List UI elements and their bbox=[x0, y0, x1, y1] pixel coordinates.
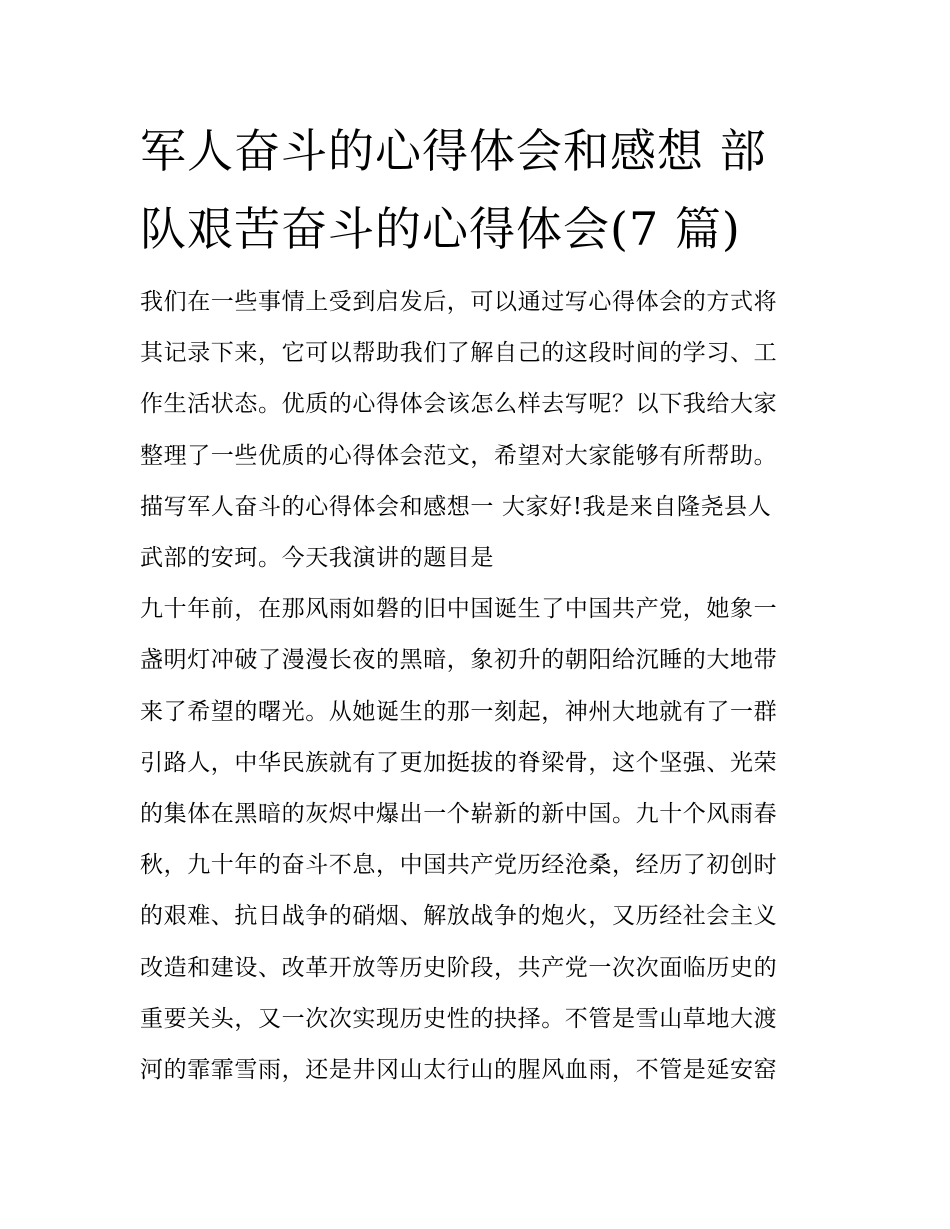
body-line-10: 引路人，中华民族就有了更加挺拔的脊梁骨，这个坚强、光荣 bbox=[140, 749, 778, 776]
document-title bbox=[140, 112, 820, 268]
body-line-12: 秋，九十年的奋斗不息，中国共产党历经沧桑，经历了初创时 bbox=[140, 852, 778, 879]
body-line-6: 武部的安珂。今天我演讲的题目是 bbox=[140, 545, 494, 572]
body-line-15: 重要关头，又一次次实现历史性的抉择。不管是雪山草地大渡 bbox=[140, 1005, 778, 1032]
title-line-2: 队艰苦奋斗的心得体会(7 篇) bbox=[140, 202, 741, 256]
document-body bbox=[140, 277, 820, 1096]
body-line-8: 盏明灯冲破了漫漫长夜的黑暗，象初升的朝阳给沉睡的大地带 bbox=[140, 647, 778, 674]
body-line-14: 改造和建设、改革开放等历史阶段，共产党一次次面临历史的 bbox=[140, 954, 778, 981]
body-line-9: 来了希望的曙光。从她诞生的那一刻起，神州大地就有了一群 bbox=[140, 698, 778, 725]
body-line-16: 河的霏霏雪雨，还是井冈山太行山的腥风血雨，不管是延安窑 bbox=[140, 1057, 778, 1084]
title-line-1: 军人奋斗的心得体会和感想 部 bbox=[140, 124, 767, 178]
body-line-11: 的集体在黑暗的灰烬中爆出一个崭新的新中国。九十个风雨春 bbox=[140, 801, 778, 828]
body-line-13: 的艰难、抗日战争的硝烟、解放战争的炮火，又历经社会主义 bbox=[140, 903, 778, 930]
body-line-2: 其记录下来，它可以帮助我们了解自己的这段时间的学习、工 bbox=[140, 340, 778, 367]
body-line-3: 作生活状态。优质的心得体会该怎么样去写呢？以下我给大家 bbox=[140, 391, 778, 418]
body-line-1: 我们在一些事情上受到启发后，可以通过写心得体会的方式将 bbox=[140, 289, 778, 315]
body-line-4: 整理了一些优质的心得体会范文，希望对大家能够有所帮助。 bbox=[140, 442, 778, 469]
body-line-7: 九十年前，在那风雨如磐的旧中国诞生了中国共产党，她象一 bbox=[140, 596, 778, 623]
body-line-5: 描写军人奋斗的心得体会和感想一 大家好!我是来自隆尧县人 bbox=[140, 493, 772, 520]
